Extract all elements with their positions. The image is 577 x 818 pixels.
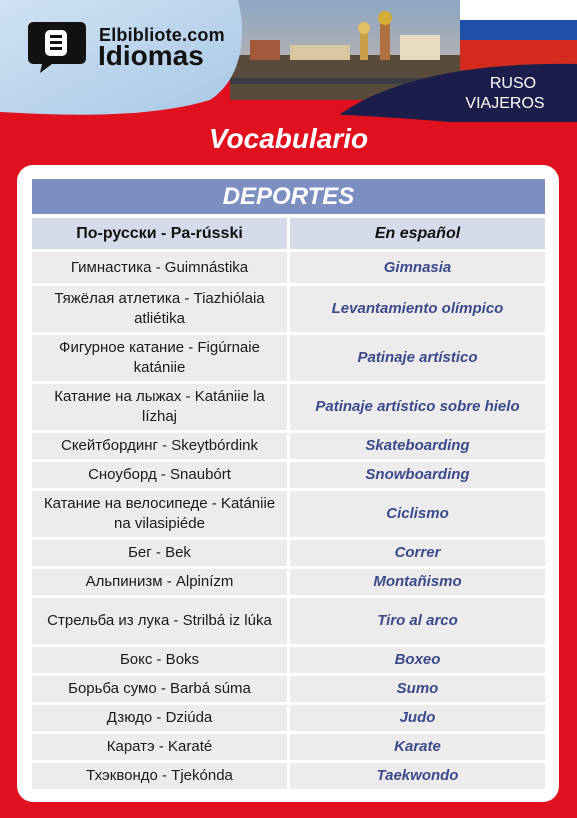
russian-term: Бокс - Boks xyxy=(32,647,287,673)
russian-term: Гимнастика - Guimnástika xyxy=(32,252,287,283)
table-row xyxy=(32,335,545,381)
table-row xyxy=(32,252,545,283)
table-row xyxy=(32,734,545,760)
russian-term: Дзюдо - Dziúda xyxy=(32,705,287,731)
brand-domain: Elbibliote.com xyxy=(99,25,225,45)
table-row xyxy=(32,598,545,644)
table-row xyxy=(32,763,545,789)
russian-term: Бег - Bek xyxy=(32,540,287,566)
spanish-translation: Levantamiento olímpico xyxy=(290,286,545,332)
spanish-translation: Taekwondo xyxy=(290,763,545,789)
table-row xyxy=(32,384,545,430)
table-row xyxy=(32,491,545,537)
audience-tag: VIAJEROS xyxy=(465,95,545,112)
speech-bubble-logo-icon xyxy=(26,20,88,74)
russian-term: Сноуборд - Snaubórt xyxy=(32,462,287,488)
column-header-russian: По-русски - Pa-rússki xyxy=(32,218,287,249)
section-title: DEPORTES xyxy=(32,179,545,214)
russian-term: Альпинизм - Alpinízm xyxy=(32,569,287,595)
spanish-translation: Tiro al arco xyxy=(290,598,545,644)
language-tag: RUSO xyxy=(489,75,537,92)
spanish-translation: Patinaje artístico sobre hielo xyxy=(290,384,545,430)
table-row xyxy=(32,433,545,459)
spanish-translation: Patinaje artístico xyxy=(290,335,545,381)
table-row xyxy=(32,569,545,595)
spanish-translation: Karate xyxy=(290,734,545,760)
spanish-translation: Snowboarding xyxy=(290,462,545,488)
spanish-translation: Correr xyxy=(290,540,545,566)
spanish-translation: Montañismo xyxy=(290,569,545,595)
vocabulary-table xyxy=(32,252,545,792)
table-row xyxy=(32,462,545,488)
column-header-spanish: En español xyxy=(290,218,545,249)
russian-term: Катание на лыжах - Katániie la lízhaj xyxy=(32,384,287,430)
spanish-translation: Judo xyxy=(290,705,545,731)
russian-term: Катание на велосипеде - Katániie na vilasipiéde xyxy=(32,491,287,537)
spanish-translation: Skateboarding xyxy=(290,433,545,459)
table-row xyxy=(32,676,545,702)
russian-term: Скейтбординг - Skeytbórdink xyxy=(32,433,287,459)
russian-term: Тхэквондо - Tjekónda xyxy=(32,763,287,789)
russian-term: Стрельба из лука - Strilbá iz lúka xyxy=(32,598,287,644)
table-row xyxy=(32,286,545,332)
table-row xyxy=(32,705,545,731)
spanish-translation: Boxeo xyxy=(290,647,545,673)
table-row xyxy=(32,647,545,673)
spanish-translation: Sumo xyxy=(290,676,545,702)
table-row xyxy=(32,540,545,566)
header-banner xyxy=(0,0,577,122)
page-title: Vocabulario xyxy=(208,123,369,154)
russian-term: Фигурное катание - Figúrnaie katániie xyxy=(32,335,287,381)
spanish-translation: Gimnasia xyxy=(290,252,545,283)
brand-name: Idiomas xyxy=(98,40,204,71)
spanish-translation: Ciclismo xyxy=(290,491,545,537)
russian-term: Каратэ - Karaté xyxy=(32,734,287,760)
russian-term: Борьба сумо - Barbá súma xyxy=(32,676,287,702)
russian-term: Тяжёлая атлетика - Tiazhiólaia atliétika xyxy=(32,286,287,332)
